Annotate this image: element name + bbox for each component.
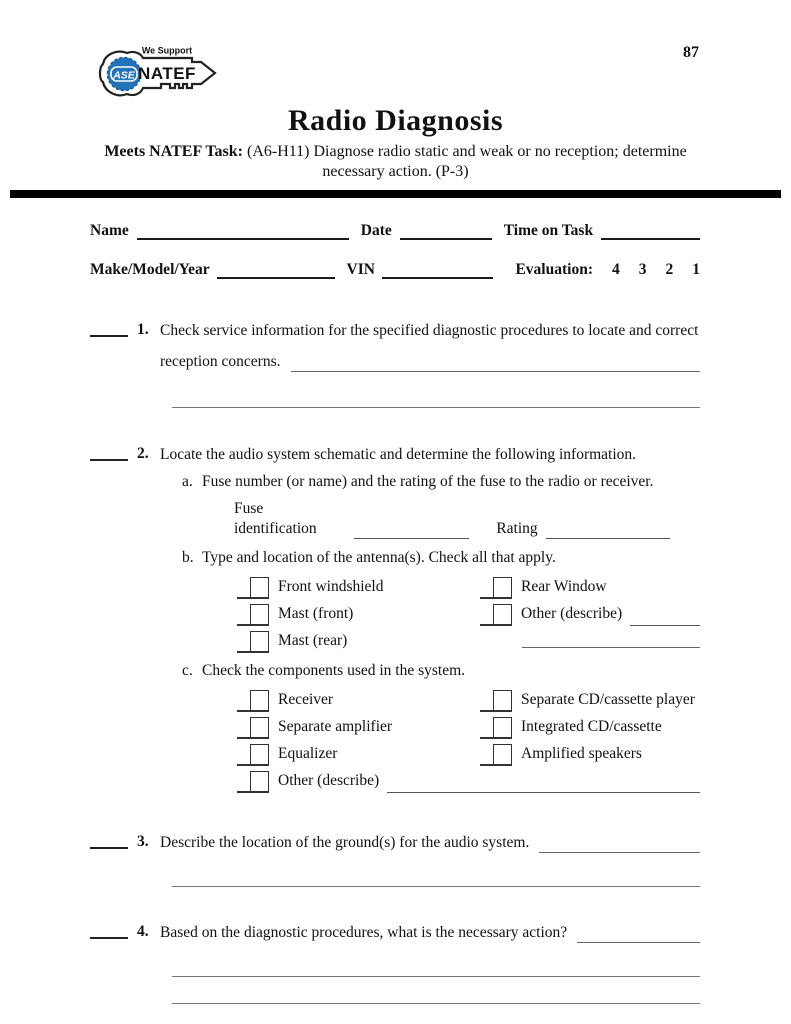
antenna-option [237,572,480,599]
checkbox-label: Rear Window [521,578,607,595]
item-2c-letter: c. [182,662,193,679]
item-4-line1 [160,923,700,943]
item-3 [90,833,700,887]
component-option [237,739,480,766]
item-2c-text: Check the components used in the system. [202,662,466,679]
checkbox-label: Other (describe) [521,605,623,622]
header-divider [10,190,781,198]
item-3-number: 3. [137,833,149,850]
natef-task-text: (A6-H11) Diagnose radio static and weak or no reception; determine [246,143,687,160]
checkbox-label: Separate CD/cassette player [521,691,695,708]
rating-field[interactable] [546,524,670,539]
antenna-checkbox-grid [237,572,700,653]
evaluation-3[interactable]: 3 [638,261,647,278]
info-section [90,220,700,279]
item-2 [90,445,700,793]
item-1-answer-blank-2[interactable] [172,392,700,408]
checkbox-separate-amplifier[interactable] [237,717,269,739]
component-other-describe-field[interactable] [387,777,700,793]
item-2a-text: Fuse number (or name) and the rating of the fuse to the radio or receiver. [202,473,654,490]
antenna-other-describe-field-2[interactable] [522,632,700,648]
time-on-task-field[interactable] [601,223,700,240]
page-title: Radio Diagnosis [287,104,504,137]
checkbox-front-windshield[interactable] [237,577,269,599]
antenna-option [237,626,480,653]
item-1-text: Check service information for the specified diagnostic procedures to locate and correct [160,322,699,339]
rating-label: Rating [496,520,538,537]
checkbox-label: Integrated CD/cassette [521,718,662,735]
antenna-option [480,572,700,599]
item-2b-text: Type and location of the antenna(s). Check all that apply. [202,549,556,566]
evaluation-scale [593,261,700,279]
antenna-option [237,599,480,626]
item-3-answer-blank-1[interactable] [539,837,700,853]
checkbox-label: Front windshield [278,578,384,595]
antenna-other-describe-field[interactable] [630,610,700,626]
item-2-text: Locate the audio system schematic and determine the following information. [160,446,637,463]
item-1-score-blank[interactable] [90,321,128,337]
item-4 [90,923,700,1004]
info-row-2 [90,259,700,279]
checkbox-equalizer[interactable] [237,744,269,766]
item-4-number: 4. [137,923,149,940]
logo-tagline: We Support [141,45,193,56]
vin-label: VIN [346,261,375,278]
item-4-text: Based on the diagnostic procedures, what is the necessary action? [160,924,568,941]
item-2a [182,472,700,492]
evaluation-4[interactable]: 4 [611,261,620,278]
components-checkbox-grid [237,685,700,793]
checkbox-component-other[interactable] [237,771,269,793]
item-3-text: Describe the location of the ground(s) for the audio system. [160,834,530,851]
vin-field[interactable] [382,262,493,279]
checkbox-receiver[interactable] [237,690,269,712]
fuse-identification-field[interactable] [354,524,469,539]
item-2a-letter: a. [182,473,193,490]
antenna-other-extra [480,626,700,653]
component-option [237,766,700,793]
item-1-text2: reception concerns. [160,353,281,370]
item-1-line2 [160,352,700,372]
checkbox-label: Other (describe) [278,772,380,789]
checkbox-mast-front[interactable] [237,604,269,626]
natef-task-line2: necessary action. (P-3) [322,163,469,180]
item-2-number: 2. [137,445,149,462]
item-2-score-blank[interactable] [90,445,128,461]
item-4-answer-blank-3[interactable] [172,988,700,1004]
task-items [90,321,700,1004]
checkbox-label: Mast (front) [278,605,354,622]
item-3-score-blank[interactable] [90,833,128,849]
ase-badge-text: ASE [113,69,135,82]
evaluation-1[interactable]: 1 [692,261,700,278]
item-2b [182,548,700,568]
natef-ase-logo [97,40,219,106]
time-on-task-label: Time on Task [503,222,594,239]
info-row-1 [90,220,700,240]
name-label: Name [90,222,129,239]
checkbox-label: Amplified speakers [521,745,642,762]
component-option [480,712,700,739]
checkbox-label: Mast (rear) [278,632,348,649]
item-1-answer-blank-1[interactable] [291,356,701,372]
component-option [237,685,480,712]
item-2c [182,661,700,681]
date-field[interactable] [400,223,492,240]
checkbox-rear-window[interactable] [480,577,512,599]
component-option [480,685,700,712]
name-field[interactable] [137,223,349,240]
item-2a-fields [234,499,670,539]
checkbox-separate-cd-cassette-player[interactable] [480,690,512,712]
logo-org: NATEF [138,64,196,83]
fuse-identification-label: Fuse identification [234,500,317,537]
component-option [480,739,700,766]
checkbox-label: Equalizer [278,745,338,762]
checkbox-amplified-speakers[interactable] [480,744,512,766]
natef-task-label: Meets NATEF Task: [104,143,243,160]
checkbox-label: Separate amplifier [278,718,393,735]
item-3-answer-blank-2[interactable] [172,871,700,887]
make-model-year-label: Make/Model/Year [90,261,210,278]
page-number: 87 [683,44,699,61]
item-3-line1 [160,833,700,853]
checkbox-antenna-other[interactable] [480,604,512,626]
item-2b-letter: b. [182,549,194,566]
natef-task-line1 [0,143,791,161]
antenna-option [480,599,700,626]
checkbox-integrated-cd-cassette[interactable] [480,717,512,739]
checkbox-mast-rear[interactable] [237,631,269,653]
item-4-answer-blank-1[interactable] [577,927,700,943]
checkbox-label: Receiver [278,691,334,708]
item-4-answer-blank-2[interactable] [172,961,700,977]
item-1 [90,321,700,408]
date-label: Date [360,222,392,239]
item-1-number: 1. [137,321,149,338]
make-model-year-field[interactable] [217,262,335,279]
item-4-score-blank[interactable] [90,923,128,939]
evaluation-2[interactable]: 2 [665,261,674,278]
evaluation-label: Evaluation: [515,261,593,278]
component-option [237,712,480,739]
